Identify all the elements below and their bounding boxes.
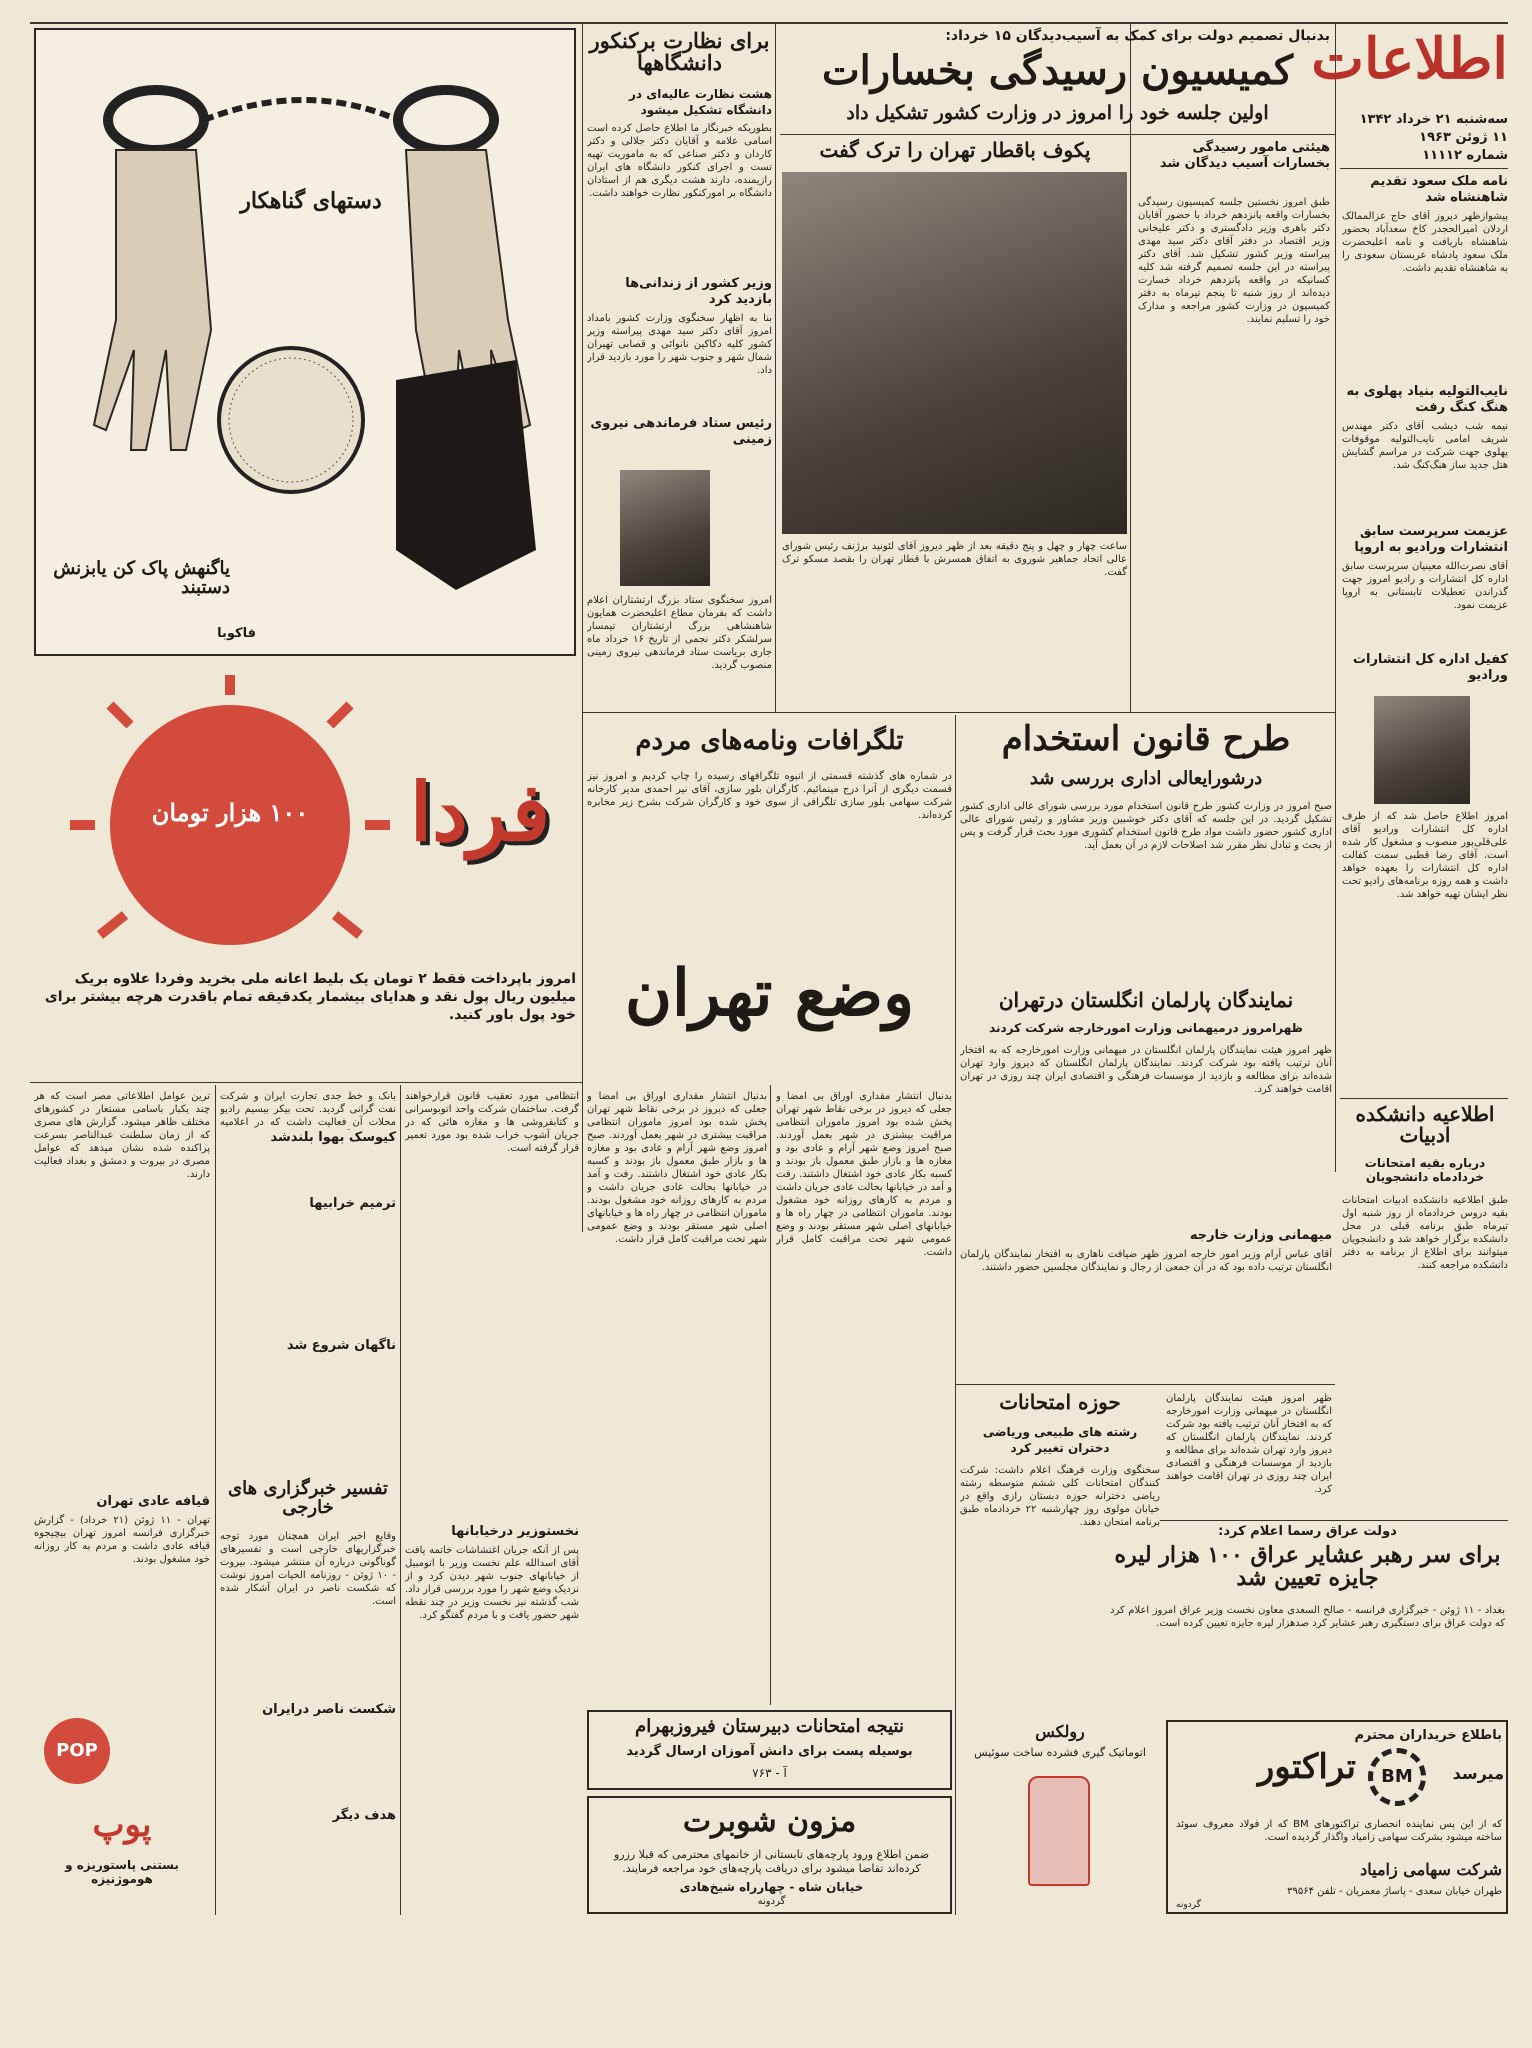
tehran-body: بدنبال انتشار مقداری اوراق بی امضا و جعلی که دیروز در برخی نقاط شهر تهران پخش شده بود امروز ماموران انتظامی مراقبت بیشتری در شهر بعمل آوردند. صبح امروز وضع شهر آرام و عادی بود و مغازه ها و بازار طبق معمول باز بودند و کسبه بکار عادی خود اشتغال داشتند. رفت و آمد در خیابانها بحالت عادی جریان داشت و مردم به کارهای روزانه خود مشغول بودند. ماموران انتظامی در چهار راه ها و خیابانهای اصلی شهر مستقر بودند و وضع عمومی شهر تحت مراقبت کامل قرار داشت. <box>776 1091 952 1258</box>
parliament-body: ظهر امروز هیئت نمایندگان پارلمان انگلستان در میهمانی وزارت امورخارجه که به افتخار آنان ترتیب یافته بود شرکت کردند. نمایندگان پارلمان انگلستان که دیروز وارد تهران شده‌اند برای مطالعه و بازدید از موسسات فرهنگی و اقتصادی ایران چند روزی در تهران اقامت خواهند کرد. <box>960 1045 1332 1095</box>
law-body: صبح امروز در وزارت کشور طرح قانون استخدام مورد بررسی شورای عالی اداری کشور تشکیل گردید. در این جلسه که آقای دکتر خوشبین وزیر مشاور و رئیس شورای عالی اداری کشور حضور داشت مواد طرح قانون استخدام کشوری مورد بحث قرار گرفت و پس از بحث و تبادل نظر مقرر شد اصلاحات لازم در آن بعمل آید. <box>960 801 1332 851</box>
parliament-subhead: ظهرامروز درمیهمانی وزارت امورخارجه شرکت کردند <box>989 1021 1303 1035</box>
moinian-body: آقای نصرت‌الله معینیان سرپرست سابق اداره کل انتشارات و رادیو امروز جهت گذراندن تعطیلات تابستانی به اروپا عزیمت نمود. <box>1342 561 1508 611</box>
farda-word: فردا <box>409 765 551 859</box>
army-chief-sub: رئیس ستاد فرماندهی نیروی زمینی <box>590 416 772 447</box>
minister-visit-body: بنا به اظهار سخنگوی وزارت کشور بامداد امروز آقای دکتر سید مهدی پیراسته وزیر کشور کلیه دکاکین نانوائی و قصابی تهیران شمال شهر و جنوب شهر را مورد بازدید قرار داد. <box>587 313 772 376</box>
pahlavi-title: نایب‌التولیه بنیاد پهلوی به هنگ کنگ رفت <box>1346 384 1508 415</box>
ad-brand: فاکوبا <box>217 626 256 641</box>
rule-mid <box>582 712 1335 713</box>
farda-prize: ۱۰۰ هزار تومان <box>151 798 309 827</box>
left-col3-body: انتظامی مورد تعقیب قانون قرارخواهند گرفت. ساختمان شرکت واحد اتوبوسرانی و کتابفروشی ها و مغازه هائی که در جریان آشوب خراب شده بود مورد تعمیر قرار گرفته است. <box>405 1091 579 1154</box>
pop-logo: POP <box>44 1718 110 1784</box>
telegrams-body: در شماره های گذشته قسمتی از انبوه تلگرافهای رسیده را چاپ کردیم و امروز نیز قسمت دیگری از آنرا درج مینمائیم. کارگران بلور سازی، آقای نیر احمدی مدیر کارخانه شرکت سهامی بلور سازی تلگرافی از سوی خود و کارگران شرکت بشرح زیر مخابره کرده‌اند. <box>587 771 952 821</box>
schubert-text: ضمن اطلاع ورود پارچه‌های تابستانی از خانمهای محترمی که قبلا رزرو کرده‌اند تقاضا میشود برای دریافت پارچه‌های خود مراجعه فرمایند. <box>613 1848 930 1875</box>
masthead-rule <box>1340 168 1508 169</box>
exams-headline: حوزه امتحانات <box>999 1390 1121 1414</box>
acting-head-portrait <box>1374 696 1470 804</box>
left-col1-body2: تهران - ۱۱ ژوئن (۲۱ خرداد) - گزارش خبرگزاری فرانسه امروز تهران بیچیجوه قیافه عادی داشت و مردم به کار روزانه خود مشغول بودند. <box>34 1515 210 1565</box>
right-cuff <box>398 90 494 150</box>
tractor-arrives: میرسد <box>1452 1764 1504 1783</box>
konkur-headline: برای نظارت برکنکور دانشگاهها <box>589 28 770 76</box>
handcuff-ad <box>34 28 576 656</box>
col-rule-4 <box>582 22 583 1232</box>
exams-subhead: رشته های طبیعی وریاضی دختران تغییر کرد <box>982 1425 1138 1455</box>
telegrams-headline: تلگرافات ونامه‌های مردم <box>635 726 904 756</box>
school-results-code: آ - ۷۶۳ <box>752 1766 787 1780</box>
acting-head-body: امروز اطلاع حاصل شد که از طرف اداره کل انتشارات ورادیو آقای علی‌قلی‌پور منصوب و مشغول کار شده است. آقای رضا قطبی سمت کفالت اداره کل انتشارات را بعهده خواهد داشت و همه روزه برنامه‌های رادیو تحت نظر ایشان تهیه خواهد شد. <box>1342 811 1508 900</box>
left-col2-body: بانک و خط جدی تجارت ایران و شرکت نفت گرانی گردید. تحت بیکر بیسیم رادیو محلات آن فعالیت داشت که در اعلامیه <box>220 1091 396 1128</box>
col-rule-3 <box>775 22 776 712</box>
faculty-notice-sub: درباره بقیه امتحانات خردادماه دانشجویان <box>1364 1156 1486 1184</box>
bm-logo: BM <box>1368 1748 1426 1806</box>
lead-body: طبق امروز نخستین جلسه کمیسیون رسیدگی بخسارات واقعه پانزدهم خرداد با حضور آقایان دکتر باهری وزیر دادگستری و دکتر علیخانی وزیر اقتصاد در دفتر آقای دکتر سید مهدی پیراسته وزیر کشور تشکیل شد. آقای دکتر پیراسته در این جلسه تصمیم گرفته شد کلیه کسانیکه در واقعه پانزدهم خرداد خسارت دیده‌اند از روز شنبه تا پنجم تیرماه به دفتر کمیسیون در وزارت کشور مراجعه و مدارک خود را تسلیم نمایند. <box>1138 197 1330 325</box>
photo-story-caption: ساعت چهار و چهل و پنج دقیقه بعد از ظهر دیروز آقای لئونید برژنف رئیس شورای عالی اتحاد جماهیر شوروی به اتفاق همسرش با قطار تهران را بقصد مسکو ترک گفت. <box>782 541 1127 578</box>
pop-ad <box>34 1708 210 1914</box>
parliament-headline: نمایندگان پارلمان انگلستان درتهران <box>998 988 1294 1012</box>
col-rule-5 <box>955 715 956 1915</box>
schubert-address: خیابان شاه - چهارراه شیخ‌هادی <box>679 1880 864 1894</box>
lead-kicker: بدنبال تصمیم دولت برای کمک به آسیب‌دیدگان ۱۵ خرداد: <box>945 28 1330 44</box>
left-col1-sub: قیافه عادی تهران <box>96 1494 210 1509</box>
school-results-ad <box>587 1710 952 1790</box>
faculty-notice-title: اطلاعیه دانشکده ادبیات <box>1355 1102 1495 1147</box>
iraq-headline: برای سر رهبر عشایر عراق ۱۰۰ هزار لیره جایزه تعیین شد <box>1114 1542 1501 1592</box>
shadow-figure <box>396 360 536 590</box>
iraq-body: بغداد - ۱۱ ژوئن - خبرگزاری فرانسه - صالح السعدی معاون نخست وزیر عراق امروز اعلام کرد که دولت عراق برای دستگیری رهبر عشایر کرد صدهزار لیره جایزه تعیین کرده است. <box>1110 1605 1505 1629</box>
konkur-body: بطوریکه خبرنگار ما اطلاع حاصل کرده است اسامی علامه و آقایان دکتر جلالی و دکتر کاردان و دکتر صناعی که به ماموریت تهیه تست و اجرای کنکور دانشگاه های ایران رازیمنده، دارند هشت دیگری هم از استادان دانشگاه بر امورکنکور نظارت خواهند داشت. <box>587 123 772 199</box>
col-rule-left-1 <box>215 1085 216 1915</box>
tractor-code: گردونه <box>1176 1900 1201 1910</box>
masthead-gregorian: ۱۱ ژوئن ۱۹۶۳ <box>1419 130 1508 145</box>
malek-saud-body: پیشوازظهر دیروز آقای حاج عزالممالک اردلان امیرالحجدر کاخ سعدآباد بحضور شاهنشاه باریافت و نامه اعلیحضرت ملک سعود پادشاه عربستان سعودی را به شاهنشاه تقدیم داشت. <box>1342 211 1508 274</box>
left-col1-body: ترین عوامل اطلاعاتی مصر است که هر چند یکبار باسامی مستعار در کشورهای مختلف ظاهر میشود. گزارش های مصری که از زمان سلطنت عبدالناصر بسرعت پراکنده شده نشان میدهد که عوامل مصری در بیروت و دمشق و بغداد فعالیت دارند. <box>34 1091 210 1180</box>
parliament-body-cont: ظهر امروز هیئت نمایندگان پارلمان انگلستان در میهمانی وزارت امورخارجه که به افتخار آنان ترتیب یافته بود شرکت کردند. نمایندگان پارلمان انگلستان که دیروز وارد تهران شده‌اند برای مطالعه و بازدید از موسسات فرهنگی و اقتصادی ایران چند روزی در تهران اقامت خواهند کرد. <box>1166 1393 1332 1495</box>
rolex-brand: رولکس <box>1035 1722 1085 1741</box>
col-rule-left-2 <box>400 1085 401 1915</box>
left-col3-sub: نخستوزیر درخیابانها <box>451 1524 579 1539</box>
lead-side-sub: هیئتی مامور رسیدگی بخسارات آسیب دیدگان شد <box>1159 140 1330 171</box>
left-cuff <box>108 90 204 150</box>
newspaper-name: اطلاعات <box>1311 26 1508 92</box>
schubert-ad <box>587 1796 952 1914</box>
law-headline: طرح قانون استخدام <box>1001 719 1291 759</box>
tractor-text: که از این پس نماینده انحصاری تراکتورهای BM که از فولاد معروف سوئد ساخته میشود بشرکت سهامی زامیاد واگذار گردیده است. <box>1176 1819 1502 1843</box>
masthead-issue: شماره ۱۱۱۱۲ <box>1422 148 1508 163</box>
lead-headline: کمیسیون رسیدگی بخسارات <box>821 47 1294 94</box>
left-col2-sub-d: تفسیر خبرگزاری های خارجی <box>228 1478 388 1518</box>
schubert-title: مزون شوبرت <box>682 1804 857 1839</box>
top-rule <box>30 22 1508 24</box>
rule-left <box>30 1082 582 1083</box>
left-col3-body2: پس از آنکه جریان اغتشاشات خاتمه یافت آقای اسدالله علم نخست وزیر با اتومبیل از خیابانهای جنوب شهر دیدن کرد و از نزدیک وضع شهر را مورد بررسی قرار داد. شب گذشته نیز نخست وزیر در چند نقطه شهر حضور یافت و با مردم گفتگو کرد. <box>405 1545 579 1621</box>
school-results-sub: بوسیله پست برای دانش آموزان ارسال گردید <box>626 1744 913 1759</box>
exams-rule <box>955 1384 1335 1385</box>
tehran-headline: وضع تهران <box>625 956 914 1031</box>
pop-brand: پوپ <box>92 1805 152 1845</box>
malek-saud-title: نامه ملک سعود تقدیم شاهنشاه شد <box>1370 174 1508 205</box>
tractor-address: طهران خیابان سعدی - پاساژ معمریان - تلفن ۳۹۵۶۴ <box>1287 1886 1502 1897</box>
faculty-notice-body: طبق اطلاعیه دانشکده ادبیات امتحانات بقیه دروس خردادماه از روز شنبه اول تیرماه طبق برنامه قبلی در محل دانشکده برگزار خواهد شد و دانشجویان میتوانند برای اطلاع از برنامه به دفتر دانشکده مراجعه کنند. <box>1342 1195 1508 1271</box>
left-col2-body2: وقایع اخیر ایران همچنان مورد توجه خبرگزاریهای خارجی است و تفسیرهای گوناگونی درباره آن منتشر میشود. بیروت - ۱۰ ژوئن - روزنامه الحیات امروز نوشت که شکست ناصر در ایران آشکار شده است. <box>220 1531 396 1607</box>
cuff-chain <box>204 100 398 120</box>
masthead-date: سه‌شنبه ۲۱ خرداد ۱۳۴۲ <box>1359 112 1508 127</box>
rolex-ad <box>960 1720 1160 1910</box>
right-rule-2 <box>1340 1098 1508 1099</box>
parliament-body2: آقای عباس آرام وزیر امور خارجه امروز ظهر ضیافت ناهاری به افتخار نمایندگان پارلمان انگلستان ترتیب داده بود که در آن جمعی از رجال و نمایندگان مجلسین حضور داشتند. <box>960 1249 1332 1273</box>
tractor-notice: باطلاع خریداران محترم <box>1354 1728 1502 1743</box>
tractor-title: تراکتور <box>1257 1747 1356 1787</box>
farda-text: امروز باپرداخت فقط ۲ تومان یک بلیط اعانه ملی بخرید وفردا علاوه بریک میلیون ریال پول نقد و هدایای بیشمار یکدقیقه تمام باقدرت هرچه بیشتر برای خود پول باور کنید. <box>44 971 576 1023</box>
departure-photo <box>782 172 1127 534</box>
general-portrait <box>620 470 710 586</box>
minister-visit-sub: وزیر کشور از زندانی‌ها بازدید کرد <box>625 276 772 307</box>
photo-story-headline: پکوف باقطار تهران را ترک گفت <box>819 138 1091 162</box>
magnifier-lens <box>219 348 363 492</box>
col-rule-1 <box>1335 22 1336 1172</box>
tractor-company: شرکت سهامی زامیاد <box>1360 1860 1502 1879</box>
ad-slogan: یاگنهش پاک کن یابزنش دستبند <box>53 558 230 598</box>
left-hand <box>94 150 211 450</box>
left-col2-sub-f: هدف دیگر <box>332 1808 396 1823</box>
left-col2-sub-a: کیوسک بهوا بلندشد <box>270 1130 396 1145</box>
exams-body: سخنگوی وزارت فرهنگ اعلام داشت: شرکت کنندگان امتحانات کلی ششم متوسطه رشته ریاضی دخترانه حوزه دبستان رازی واقع در خیابان مولوی روز چهارشنبه ۲۲ خردادماه طبق برنامه امتحان دهند. <box>960 1465 1160 1528</box>
tehran-body-b: بدنبال انتشار مقداری اوراق بی امضا و جعلی که دیروز در برخی نقاط شهر تهران پخش شده بود امروز ماموران انتظامی مراقبت بیشتری در شهر بعمل آوردند. صبح امروز وضع شهر آرام و عادی بود و مغازه ها و بازار طبق معمول باز بودند و کسبه بکار عادی خود اشتغال داشتند. رفت و آمد در خیابانها بحالت عادی جریان داشت و مردم به کارهای روزانه خود مشغول بودند. ماموران انتظامی در چهار راه ها و خیابانهای اصلی شهر مستقر بودند و وضع عمومی شهر تحت مراقبت کامل قرار داشت. <box>587 1091 767 1245</box>
rolex-text: اتوماتیک گیری فشرده ساخت سوئیس <box>974 1746 1146 1759</box>
moinian-title: عزیمت سرپرست سابق انتشارات ورادیو به اروپا <box>1354 524 1508 555</box>
left-col2-sub-e: شکست ناصر درایران <box>262 1702 396 1717</box>
pahlavi-body: نیمه شب دیشب آقای دکتر مهندس شریف امامی نایب‌التولیه موقوفات پهلوی جهت شرکت در مراسم گشایش هتل جدید ساز هنگ‌کنگ شد. <box>1342 421 1508 471</box>
ad-title: دستهای گناهکار <box>240 188 382 214</box>
tractor-ad <box>1166 1720 1508 1914</box>
pop-text: بستنی پاستوریزه و هوموژنیزه <box>65 1858 179 1886</box>
iraq-kicker: دولت عراق رسما اعلام کرد: <box>1218 1524 1397 1539</box>
law-subhead: درشورایعالی اداری بررسی شد <box>1029 768 1263 789</box>
lead-rule <box>780 134 1335 135</box>
army-chief-body: امروز سخنگوی ستاد بزرگ ارتشتاران اعلام داشت که بفرمان مطاع اعلیحضرت همایون شاهنشاهی بزرگ ارتشتاران تیمسار سرلشکر دکتر نجمی از تاریخ ۱۶ خرداد ماه جاری بریاست ستاد فرماندهی نیروی زمینی منصوب گردید. <box>587 595 772 671</box>
lead-subhead: اولین جلسه خود را امروز در وزارت کشور تشکیل داد <box>846 102 1269 124</box>
col-rule-2 <box>1130 22 1131 712</box>
schubert-code: گردونه <box>757 1896 786 1907</box>
konkur-sub: هشت نظارت عالیه‌ای در دانشگاه تشکیل میشود <box>629 87 772 117</box>
col-rule-left-3 <box>770 1085 771 1705</box>
left-col2-sub-c: ناگهان شروع شد <box>286 1338 396 1353</box>
acting-head-title: کفیل اداره کل انتشارات ورادیو <box>1352 652 1508 683</box>
parliament-sub2: میهمانی وزارت خارجه <box>1189 1228 1332 1243</box>
school-results-title: نتیجه امتحانات دبیرستان فیروزبهرام <box>635 1716 904 1737</box>
filter-device-icon <box>1028 1776 1090 1886</box>
left-col2-sub-b: ترمیم خرابیها <box>309 1196 396 1211</box>
iraq-rule <box>1160 1520 1508 1521</box>
